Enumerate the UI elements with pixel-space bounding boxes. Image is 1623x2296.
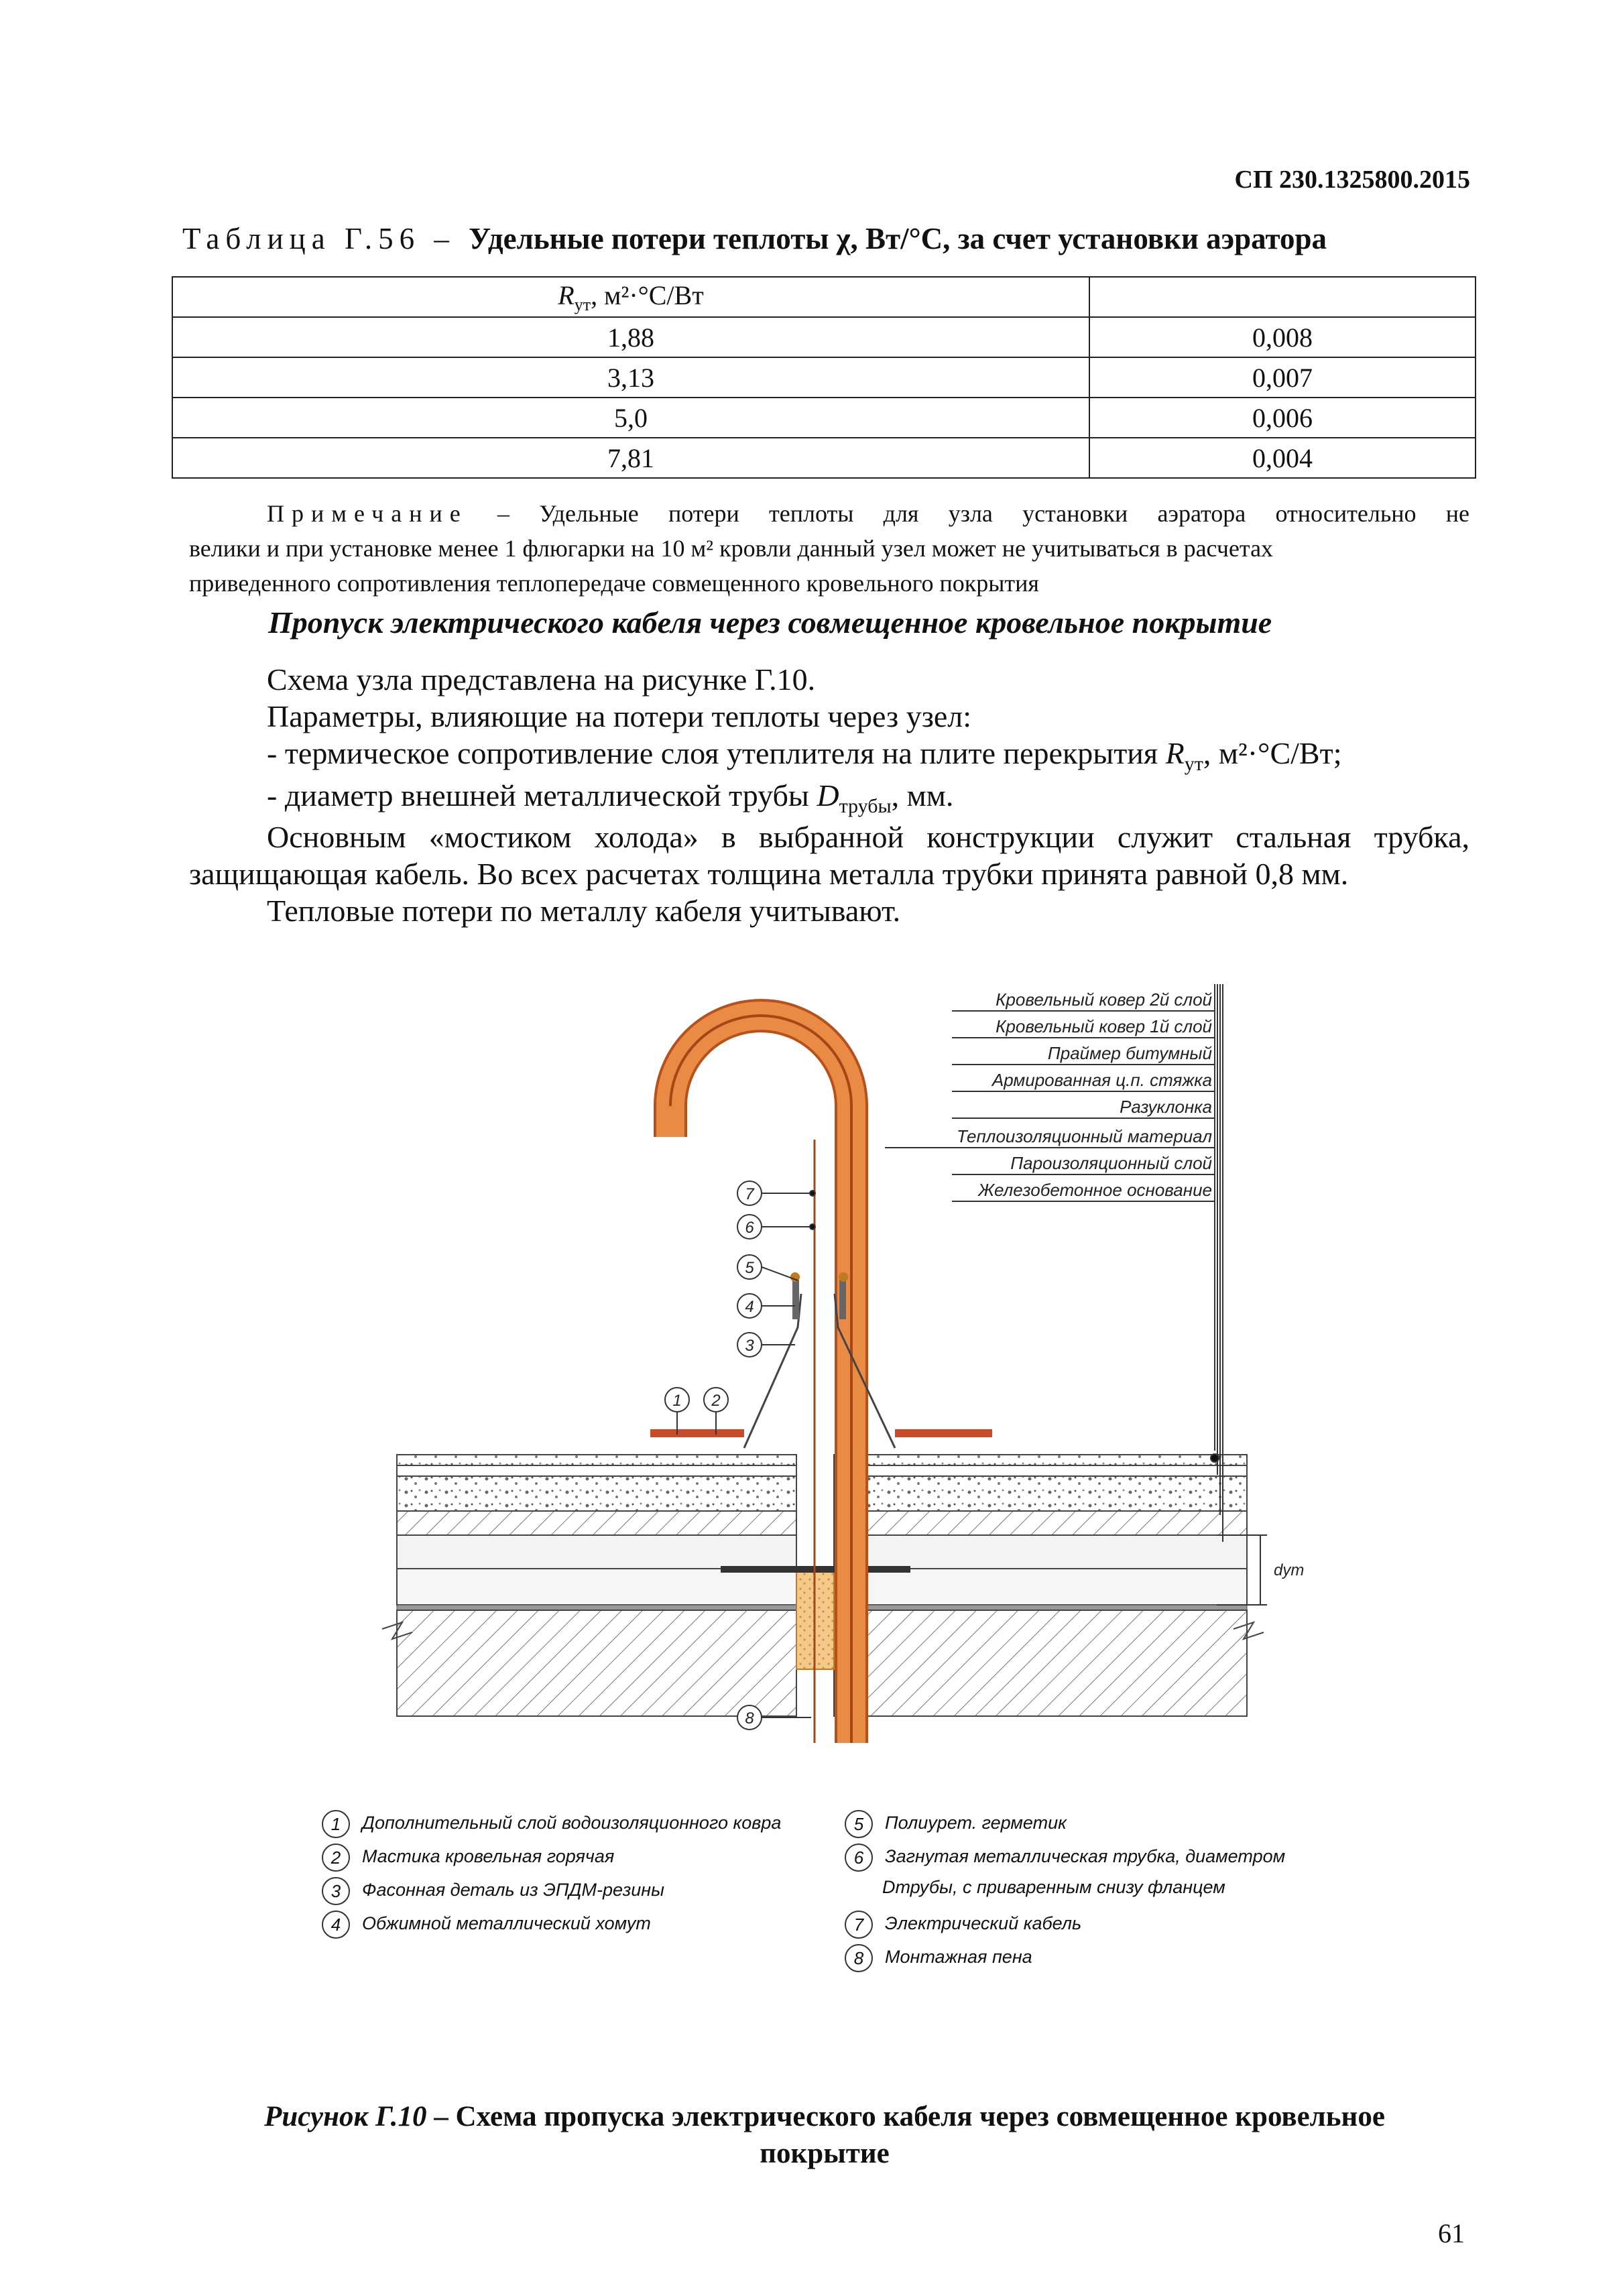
note-label: Примечание <box>267 500 468 527</box>
paragraph-1: Схема узла представлена на рисунке Г.10. <box>267 662 816 697</box>
legend-item: 6 Загнутая металлическая трубка, диаметром <box>845 1844 1285 1872</box>
layer-label-4: Армированная ц.п. стяжка <box>991 1070 1212 1090</box>
callout-6: 6 <box>745 1219 754 1237</box>
document-code: СП 230.1325800.2015 <box>1234 166 1470 194</box>
legend-item: 1 Дополнительный слой водоизоляционного ковра <box>322 1810 781 1838</box>
section-heading: Пропуск электрического кабеля через совмещенное кровельное покрытие <box>268 605 1272 640</box>
legend-item: 7 Электрический кабель <box>845 1911 1081 1939</box>
page-number: 61 <box>1438 2218 1465 2248</box>
note-text-2: велики и при установке менее 1 флюгарки на 10 м² кровли данный узел может не учитываться в расчетах <box>189 535 1274 562</box>
table-title-lead: Таблица Г.56 – <box>182 222 469 255</box>
table-cell-chi: 0,007 <box>1089 357 1476 398</box>
layer-labels <box>957 989 1212 1200</box>
layer-label-1: Кровельный ковер 2й слой <box>996 989 1212 1010</box>
layer-label-5: Разуклонка <box>1120 1097 1212 1117</box>
callout-1: 1 <box>672 1392 682 1410</box>
paragraph-5: Основным «мостиком холода» в выбранной конструкции служит стальная трубка, защищающая кабель. Во всех расчетах толщина металла трубки принята равной 0,8 мм. <box>189 819 1469 891</box>
layer-label-3: Праймер битумный <box>1047 1043 1212 1063</box>
table-cell-r: 3,13 <box>172 357 1089 398</box>
note-text-3: приведенного сопротивления теплопередаче совмещенного кровельного покрытия <box>189 570 1039 597</box>
table-cell-chi: 0,008 <box>1089 317 1476 357</box>
legend-item: 8 Монтажная пена <box>845 1944 1032 1972</box>
layer-label-2: Кровельный ковер 1й слой <box>996 1016 1212 1036</box>
layer-label-8: Железобетонное основание <box>978 1180 1212 1200</box>
table-header-r: $R_{ут}$, м²·°С/Вт <box>172 277 1089 317</box>
paragraph-6: Тепловые потери по металлу кабеля учитывают. <box>267 894 901 928</box>
figure-caption: Рисунок Г.10 – Схема пропуска электрического кабеля через совмещенное кровельное покрытие <box>264 2101 1385 2170</box>
legend-item: 3 Фасонная деталь из ЭПДМ-резины <box>322 1877 664 1905</box>
figure-legend <box>322 1810 1368 1984</box>
legend-item: 5 Полиурет. герметик <box>845 1810 1067 1838</box>
table-cell-chi: 0,004 <box>1089 438 1476 478</box>
note-text-1: – Удельные потери теплоты для узла установки аэратора относительно не <box>467 500 1469 527</box>
table-cell-r: 7,81 <box>172 438 1089 478</box>
insulation-thickness-label: dут <box>1274 1561 1305 1579</box>
callout-4: 4 <box>745 1298 754 1316</box>
table-cell-r: 5,0 <box>172 398 1089 438</box>
table-cell-r: 1,88 <box>172 317 1089 357</box>
legend-item: Dтрубы, с приваренным снизу фланцем <box>882 1877 1225 1897</box>
layer-label-6: Теплоизоляционный материал <box>957 1126 1212 1146</box>
epdm-shaped-piece <box>650 1272 992 1448</box>
callout-8: 8 <box>745 1709 754 1728</box>
layer-label-7: Пароизоляционный слой <box>1010 1153 1212 1173</box>
paragraph-4: - диаметр внешней металлической трубы $D_{трубы}$, мм. <box>267 778 954 817</box>
paragraph-3: - термическое сопротивление слоя утеплителя на плите перекрытия $R_{ут}$, м²·°С/Вт; <box>267 736 1342 776</box>
paragraph-2: Параметры, влияющие на потери теплоты через узел: <box>267 699 972 734</box>
table-cell-chi: 0,006 <box>1089 398 1476 438</box>
table-title-text: Удельные потери теплоты χ, Вт/°С, за счет установки аэратора <box>469 222 1327 255</box>
legend-item: 4 Обжимной металлический хомут <box>322 1911 651 1939</box>
callout-2: 2 <box>711 1392 721 1410</box>
legend-item: 2 Мастика кровельная горячая <box>322 1844 614 1872</box>
callout-7: 7 <box>745 1185 754 1203</box>
callout-5: 5 <box>745 1259 754 1277</box>
callout-3: 3 <box>745 1337 754 1355</box>
